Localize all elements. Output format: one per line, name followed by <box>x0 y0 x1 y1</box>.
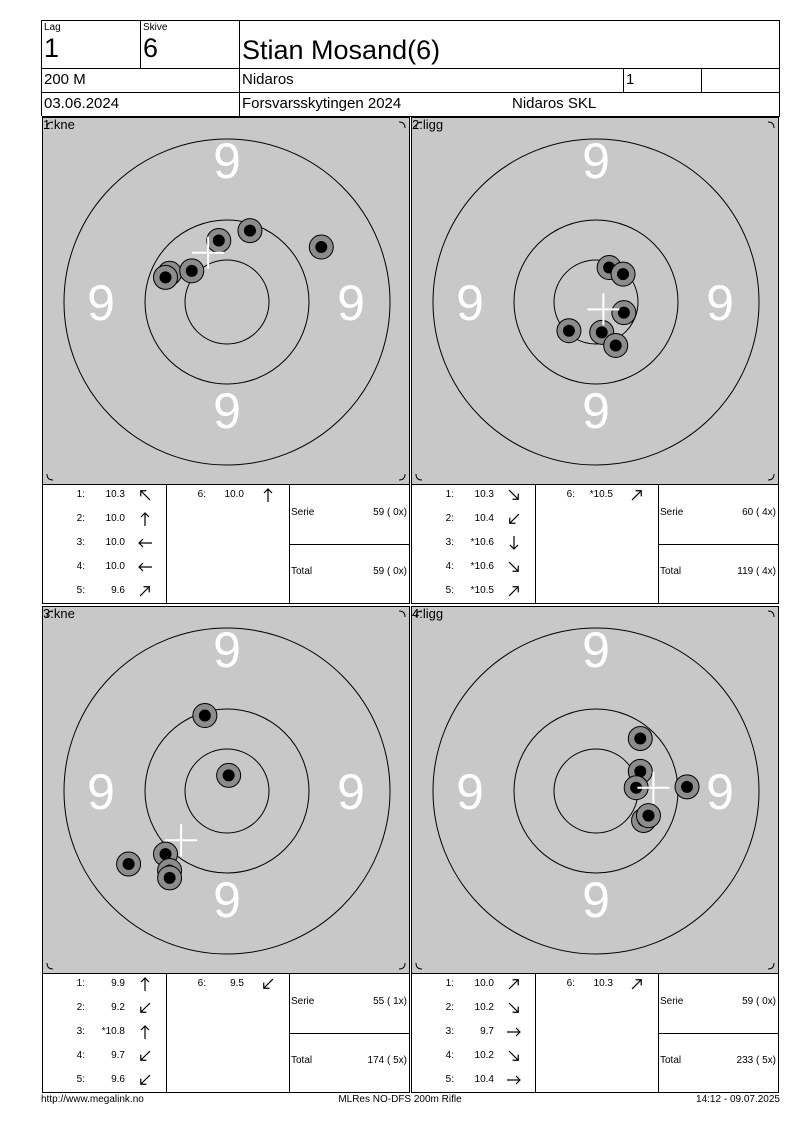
shot-number: 5: <box>76 585 85 596</box>
ring-number-label: 9 <box>213 872 241 928</box>
shot-hole <box>636 804 660 828</box>
sum-block <box>289 485 409 603</box>
shot-score: 10.0 <box>474 978 494 989</box>
shot-row <box>412 1001 535 1015</box>
shot-score: 10.4 <box>474 513 494 524</box>
shot-number: 5: <box>76 1074 85 1085</box>
footer-url[interactable]: http://www.megalink.no <box>41 1094 144 1105</box>
direction-arrow-icon <box>506 535 522 551</box>
shot-number: 6: <box>566 489 575 500</box>
shot-score: 10.2 <box>474 1050 494 1061</box>
shot-number: 3: <box>445 537 454 548</box>
direction-arrow-icon <box>506 1000 522 1016</box>
serie-value: 59 ( 0x) <box>742 996 776 1007</box>
date-cell <box>42 93 240 117</box>
shot-number: 1: <box>445 489 454 500</box>
shot-six <box>535 974 659 1092</box>
shot-score: 10.3 <box>105 489 125 500</box>
direction-arrow-icon <box>629 976 645 992</box>
shot-list <box>43 974 167 1092</box>
direction-arrow-icon <box>137 559 153 575</box>
serie-label: Serie <box>660 996 684 1007</box>
shot-list <box>412 485 536 603</box>
ring-number-label: 9 <box>337 764 365 820</box>
total-value: 119 ( 4x) <box>737 566 776 577</box>
shot-row <box>412 584 535 598</box>
direction-arrow-icon <box>137 1072 153 1088</box>
sum-block <box>289 974 409 1092</box>
total-value: 233 ( 5x) <box>736 1055 776 1066</box>
serie-row <box>289 485 409 545</box>
shot-score: 10.2 <box>474 1002 494 1013</box>
date: 03.06.2024 <box>44 95 120 112</box>
shot-number: 6: <box>197 978 206 989</box>
shot-six <box>166 485 290 603</box>
shot-number: 4: <box>445 561 454 572</box>
direction-arrow-icon <box>506 559 522 575</box>
shot-score: 10.0 <box>105 513 125 524</box>
shot-number: 5: <box>445 585 454 596</box>
event-name: Forsvarsskytingen 2024 <box>242 95 402 112</box>
skive-cell <box>141 21 240 69</box>
shot-row <box>166 977 289 991</box>
panel-title: 2:ligg <box>412 117 444 132</box>
shot-number: 1: <box>76 489 85 500</box>
shooter-name: Stian Mosand(6) <box>242 35 441 65</box>
ring-number-label: 9 <box>706 275 734 331</box>
shot-number: 2: <box>76 513 85 524</box>
direction-arrow-icon <box>137 487 153 503</box>
ring-number-label: 9 <box>213 383 241 439</box>
ring-number-label: 9 <box>582 872 610 928</box>
shot-score: 9.6 <box>111 1074 125 1085</box>
direction-arrow-icon <box>137 1024 153 1040</box>
shot-score: 10.4 <box>474 1074 494 1085</box>
shot-hole <box>154 265 178 289</box>
serie-label: Serie <box>291 507 315 518</box>
event-cell <box>240 93 510 117</box>
ring-number-label: 9 <box>456 275 484 331</box>
series-stats <box>42 484 410 604</box>
shot-hole <box>628 727 652 751</box>
direction-arrow-icon <box>137 976 153 992</box>
shot-row <box>412 977 535 991</box>
shot-hole <box>158 866 182 890</box>
ring-number-label: 9 <box>706 764 734 820</box>
shot-score: 9.6 <box>111 585 125 596</box>
lag-label: Lag <box>44 22 61 33</box>
shot-hole <box>611 262 635 286</box>
name-cell <box>240 21 780 69</box>
direction-arrow-icon <box>137 583 153 599</box>
shot-hole <box>238 219 262 243</box>
direction-arrow-icon <box>506 511 522 527</box>
shot-row <box>43 560 166 574</box>
shot-score: 9.9 <box>111 978 125 989</box>
shot-hole <box>557 319 581 343</box>
shot-hole <box>675 775 699 799</box>
shot-row <box>412 512 535 526</box>
direction-arrow-icon <box>137 1000 153 1016</box>
shot-row <box>535 977 658 991</box>
direction-arrow-icon <box>506 583 522 599</box>
shot-hole <box>207 229 231 253</box>
total-value: 174 ( 5x) <box>367 1055 407 1066</box>
class-cell <box>624 69 702 93</box>
shot-hole <box>193 704 217 728</box>
direction-arrow-icon <box>506 1024 522 1040</box>
target-image <box>43 118 409 484</box>
shot-row <box>43 536 166 550</box>
club: Nidaros <box>242 71 294 88</box>
result-header <box>41 20 780 116</box>
panel-title: 3:kne <box>43 606 75 621</box>
shot-row <box>412 560 535 574</box>
serie-label: Serie <box>660 507 684 518</box>
direction-arrow-icon <box>137 535 153 551</box>
ring-number-label: 9 <box>582 133 610 189</box>
shot-number: 2: <box>76 1002 85 1013</box>
target-image <box>43 607 409 973</box>
lag-value: 1 <box>44 33 60 63</box>
ring-number-label: 9 <box>337 275 365 331</box>
direction-arrow-icon <box>260 487 276 503</box>
shot-hole <box>309 235 333 259</box>
shot-number: 6: <box>566 978 575 989</box>
organizer: Nidaros SKL <box>512 95 597 112</box>
total-row <box>289 544 409 603</box>
ring-number-label: 9 <box>213 622 241 678</box>
shot-six <box>166 974 290 1092</box>
direction-arrow-icon <box>506 1048 522 1064</box>
panel-title: 4:ligg <box>412 606 444 621</box>
ring-number-label: 9 <box>87 764 115 820</box>
distance-cell <box>42 69 240 93</box>
shot-number: 1: <box>445 978 454 989</box>
series-stats <box>411 484 779 604</box>
shot-row <box>43 1025 166 1039</box>
shot-row <box>43 1073 166 1087</box>
club-cell <box>240 69 624 93</box>
panel-title: 1:kne <box>43 117 75 132</box>
serie-row <box>658 974 778 1034</box>
serie-row <box>658 485 778 545</box>
shot-row <box>412 1049 535 1063</box>
shot-score: 9.7 <box>480 1026 494 1037</box>
shot-six <box>535 485 659 603</box>
shot-score: *10.8 <box>101 1026 125 1037</box>
shot-score: 10.0 <box>105 537 125 548</box>
shot-number: 2: <box>445 1002 454 1013</box>
shot-number: 3: <box>445 1026 454 1037</box>
ring-number-label: 9 <box>582 622 610 678</box>
shot-number: 5: <box>445 1074 454 1085</box>
shot-score: *10.5 <box>589 489 613 500</box>
shot-row <box>535 488 658 502</box>
shot-number: 3: <box>76 1026 85 1037</box>
shot-row <box>166 488 289 502</box>
shot-hole <box>217 763 241 787</box>
shot-number: 3: <box>76 537 85 548</box>
shot-score: 9.2 <box>111 1002 125 1013</box>
shot-row <box>43 584 166 598</box>
shot-row <box>43 977 166 991</box>
target-image <box>412 607 778 973</box>
footer-timestamp: 14:12 - 09.07.2025 <box>696 1094 780 1105</box>
shot-number: 6: <box>197 489 206 500</box>
shot-score: 10.3 <box>474 489 494 500</box>
direction-arrow-icon <box>629 487 645 503</box>
shot-score: 9.5 <box>230 978 244 989</box>
total-label: Total <box>660 1055 682 1066</box>
direction-arrow-icon <box>137 511 153 527</box>
total-label: Total <box>291 566 313 577</box>
shot-hole <box>604 333 628 357</box>
shot-hole <box>612 301 636 325</box>
sum-block <box>658 974 778 1092</box>
shot-list <box>412 974 536 1092</box>
target-panel <box>411 117 779 485</box>
serie-value: 59 ( 0x) <box>373 507 407 518</box>
shot-number: 1: <box>76 978 85 989</box>
direction-arrow-icon <box>137 1048 153 1064</box>
shot-score: 9.7 <box>111 1050 125 1061</box>
shot-list <box>43 485 167 603</box>
shot-row <box>412 488 535 502</box>
serie-row <box>289 974 409 1034</box>
shot-row <box>412 1073 535 1087</box>
total-row <box>658 544 778 603</box>
total-label: Total <box>660 566 682 577</box>
shot-score: *10.5 <box>470 585 494 596</box>
serie-value: 60 ( 4x) <box>742 507 776 518</box>
ring-number-label: 9 <box>456 764 484 820</box>
footer-program: MLRes NO-DFS 200m Rifle <box>338 1094 462 1105</box>
extra-cell <box>702 69 780 93</box>
series-stats <box>411 973 779 1093</box>
shot-score: 10.3 <box>593 978 613 989</box>
lag-cell <box>42 21 141 69</box>
serie-label: Serie <box>291 996 315 1007</box>
shot-row <box>43 1049 166 1063</box>
total-row <box>289 1033 409 1092</box>
shot-score: *10.6 <box>470 561 494 572</box>
shot-hole <box>180 259 204 283</box>
target-image <box>412 118 778 484</box>
skive-value: 6 <box>143 33 159 63</box>
direction-arrow-icon <box>506 1072 522 1088</box>
series-stats <box>42 973 410 1093</box>
ring-number-label: 9 <box>213 133 241 189</box>
direction-arrow-icon <box>506 976 522 992</box>
direction-arrow-icon <box>506 487 522 503</box>
shot-row <box>412 1025 535 1039</box>
total-label: Total <box>291 1055 313 1066</box>
total-row <box>658 1033 778 1092</box>
shot-row <box>43 1001 166 1015</box>
direction-arrow-icon <box>260 976 276 992</box>
ring-number-label: 9 <box>87 275 115 331</box>
target-panel <box>42 606 410 974</box>
sum-block <box>658 485 778 603</box>
ring-number-label: 9 <box>582 383 610 439</box>
shot-number: 4: <box>445 1050 454 1061</box>
shot-number: 4: <box>76 1050 85 1061</box>
shot-hole <box>117 852 141 876</box>
distance: 200 M <box>44 71 86 88</box>
skive-label: Skive <box>143 22 168 33</box>
shot-score: *10.6 <box>470 537 494 548</box>
organizer-cell <box>510 93 780 117</box>
target-panel <box>42 117 410 485</box>
shot-row <box>43 512 166 526</box>
total-value: 59 ( 0x) <box>373 566 407 577</box>
class-number: 1 <box>626 71 635 88</box>
target-panel <box>411 606 779 974</box>
shot-number: 4: <box>76 561 85 572</box>
shot-score: 10.0 <box>224 489 244 500</box>
shot-number: 2: <box>445 513 454 524</box>
shot-row <box>412 536 535 550</box>
shot-score: 10.0 <box>105 561 125 572</box>
serie-value: 55 ( 1x) <box>373 996 407 1007</box>
shot-row <box>43 488 166 502</box>
